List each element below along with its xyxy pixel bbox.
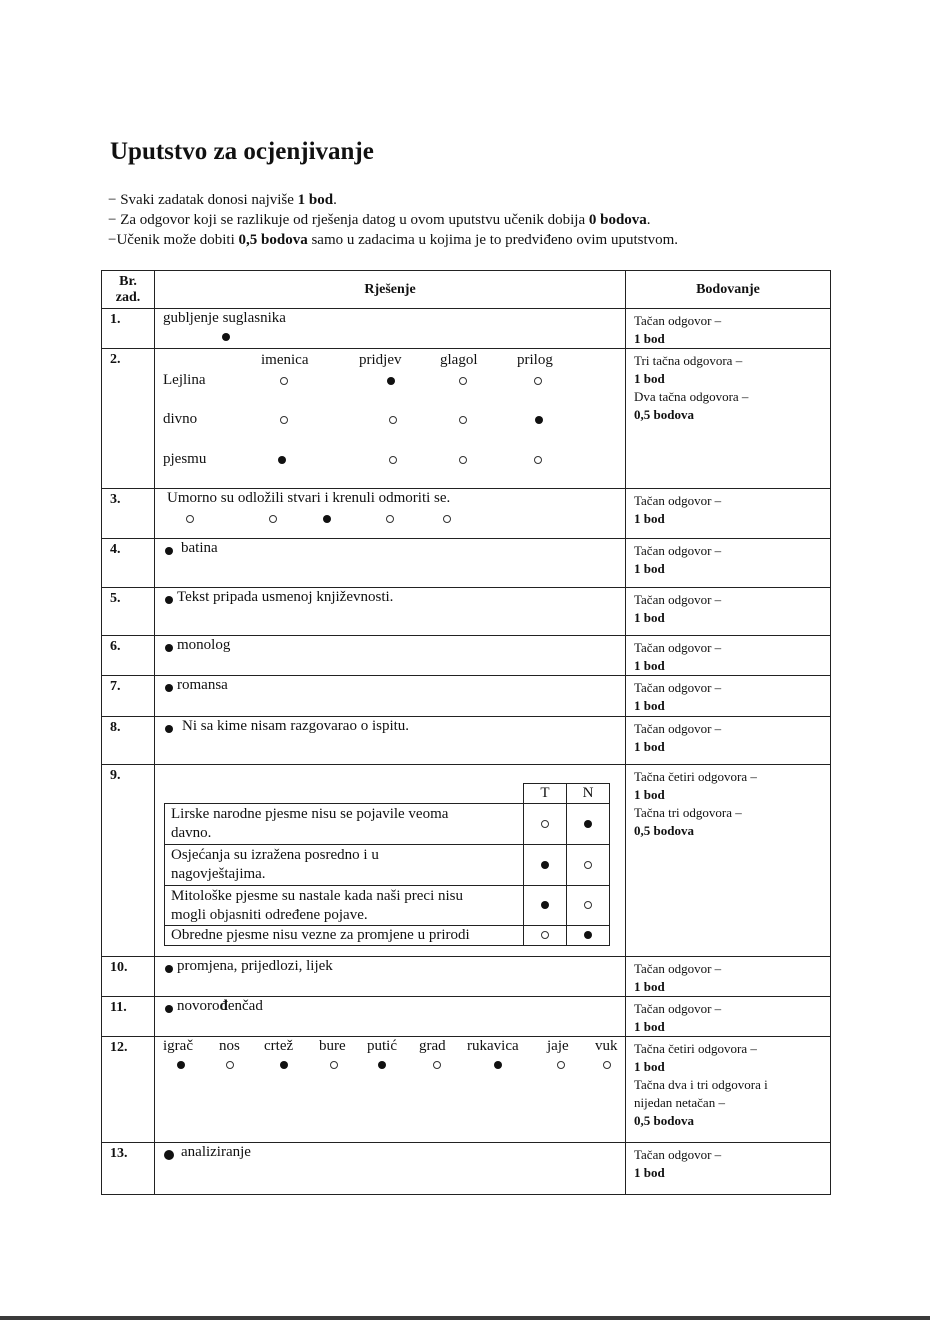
tf-row — [165, 926, 610, 946]
task-number: 8. — [102, 717, 155, 765]
empty-circle — [459, 416, 467, 424]
filled-bullet — [165, 547, 173, 555]
empty-circle — [541, 820, 549, 828]
filled-bullet — [494, 1061, 502, 1069]
instruction-3: −Učenik može dobiti 0,5 bodova samo u zadacima u kojima je to predviđeno ovim uputstvom. — [108, 232, 679, 248]
table-row — [102, 1037, 831, 1143]
empty-circle — [603, 1061, 611, 1069]
tf-header-row — [165, 784, 610, 804]
empty-circle — [584, 901, 592, 909]
tf-row — [165, 886, 610, 926]
table-row — [102, 636, 831, 676]
column-label: prilog — [517, 352, 553, 368]
solution-text: promjena, prijedlozi, lijek — [177, 958, 333, 974]
statement: Lirske narodne pjesme nisu se pojavile veoma davno. — [165, 804, 524, 845]
task-number: 11. — [102, 997, 155, 1037]
empty-circle — [386, 515, 394, 523]
task-number: 7. — [102, 676, 155, 717]
table-row — [102, 717, 831, 765]
task-number: 1. — [102, 309, 155, 349]
empty-circle — [389, 416, 397, 424]
word-label: jaje — [547, 1038, 569, 1054]
scoring-cell: Tačan odgovor – 1 bod — [626, 1143, 831, 1195]
instruction-2: − Za odgovor koji se razlikuje od rješenja datog u ovom uputstvu učenik dobija 0 bodova. — [108, 212, 651, 228]
solution-cell — [155, 489, 626, 539]
solution-text: gubljenje suglasnika — [163, 310, 286, 326]
empty-circle — [186, 515, 194, 523]
empty-circle — [534, 456, 542, 464]
empty-circle — [459, 377, 467, 385]
scoring-cell: Tačan odgovor – 1 bod — [626, 588, 831, 636]
table-row — [102, 489, 831, 539]
scoring-cell: Tačna četiri odgovora – 1 bod Tačna dva i tri odgovora i nijedan netačan – 0,5 bodova — [626, 1037, 831, 1143]
page-bottom-border — [0, 1316, 930, 1320]
solution-text: novorođenčad — [177, 998, 263, 1014]
table-row — [102, 349, 831, 489]
filled-bullet — [378, 1061, 386, 1069]
table-row — [102, 588, 831, 636]
word-label: vuk — [595, 1038, 618, 1054]
filled-bullet — [177, 1061, 185, 1069]
header-solution: Rješenje — [155, 271, 626, 309]
word-label: pjesmu — [163, 451, 207, 467]
empty-circle — [584, 861, 592, 869]
word-label: nos — [219, 1038, 240, 1054]
scoring-cell: Tačan odgovor – 1 bod — [626, 717, 831, 765]
empty-circle — [443, 515, 451, 523]
solution-cell — [155, 1143, 626, 1195]
task-number: 2. — [102, 349, 155, 489]
solution-cell — [155, 717, 626, 765]
empty-circle — [557, 1061, 565, 1069]
sentence: Umorno su odložili stvari i krenuli odmoriti se. — [167, 490, 451, 506]
filled-bullet — [165, 965, 173, 973]
table-row — [102, 1143, 831, 1195]
word-label: rukavica — [467, 1038, 519, 1054]
filled-bullet — [165, 684, 173, 692]
solution-text: Ni sa kime nisam razgovarao o ispitu. — [182, 718, 410, 734]
task-number: 10. — [102, 957, 155, 997]
filled-bullet — [387, 377, 395, 385]
filled-bullet — [165, 644, 173, 652]
header-true: T — [524, 784, 567, 804]
empty-circle — [226, 1061, 234, 1069]
empty-circle — [541, 931, 549, 939]
solution-cell — [155, 309, 626, 349]
task-number: 3. — [102, 489, 155, 539]
solution-cell — [155, 539, 626, 588]
word-label: putić — [367, 1038, 397, 1054]
solution-text: romansa — [177, 677, 228, 693]
scoring-cell: Tačan odgovor – 1 bod — [626, 997, 831, 1037]
table-row — [102, 676, 831, 717]
filled-bullet — [164, 1150, 174, 1160]
scoring-cell: Tačan odgovor – 1 bod — [626, 957, 831, 997]
solution-cell — [155, 997, 626, 1037]
table-row — [102, 539, 831, 588]
word-label: crtež — [264, 1038, 294, 1054]
task-number: 4. — [102, 539, 155, 588]
empty-circle — [389, 456, 397, 464]
word-label: grad — [419, 1038, 446, 1054]
filled-bullet — [278, 456, 286, 464]
statement: Obredne pjesme nisu vezne za promjene u prirodi — [165, 926, 524, 946]
statement: Osjećanja su izražena posredno i u nagovještajima. — [165, 845, 524, 886]
column-label: glagol — [440, 352, 478, 368]
solution-cell — [155, 349, 626, 489]
header-false: N — [567, 784, 610, 804]
scoring-cell: Tačan odgovor – 1 bod — [626, 309, 831, 349]
solution-text: analiziranje — [181, 1144, 251, 1160]
scoring-cell: Tačan odgovor – 1 bod — [626, 636, 831, 676]
column-label: imenica — [261, 352, 309, 368]
task-number: 6. — [102, 636, 155, 676]
statement: Mitološke pjesme su nastale kada naši preci nisu mogli objasniti određene pojave. — [165, 886, 524, 926]
filled-bullet — [584, 931, 592, 939]
word-label: divno — [163, 411, 198, 427]
scoring-cell: Tačan odgovor – 1 bod — [626, 489, 831, 539]
column-label: pridjev — [359, 352, 402, 368]
solution-text: batina — [181, 540, 218, 556]
scoring-cell: Tri tačna odgovora – 1 bod Dva tačna odgovora – 0,5 bodova — [626, 349, 831, 489]
scoring-cell: Tačan odgovor – 1 bod — [626, 539, 831, 588]
table-row — [102, 765, 831, 957]
filled-bullet — [584, 820, 592, 828]
task-number: 5. — [102, 588, 155, 636]
filled-bullet — [535, 416, 543, 424]
solution-text: Tekst pripada usmenoj književnosti. — [177, 589, 394, 605]
true-false-table — [164, 783, 610, 946]
word-label: Lejlina — [163, 372, 206, 388]
solution-cell — [155, 588, 626, 636]
table-row — [102, 957, 831, 997]
header-number: Br. zad. — [102, 271, 155, 309]
solution-cell — [155, 765, 626, 957]
header-scoring: Bodovanje — [626, 271, 831, 309]
filled-bullet — [323, 515, 331, 523]
filled-bullet — [165, 1005, 173, 1013]
scoring-cell: Tačna četiri odgovora – 1 bod Tačna tri odgovora – 0,5 bodova — [626, 765, 831, 957]
word-label: bure — [319, 1038, 346, 1054]
empty-circle — [269, 515, 277, 523]
empty-circle — [280, 416, 288, 424]
empty-circle — [330, 1061, 338, 1069]
task-number: 13. — [102, 1143, 155, 1195]
table-row — [102, 309, 831, 349]
filled-bullet — [280, 1061, 288, 1069]
filled-bullet — [541, 901, 549, 909]
tf-row — [165, 804, 610, 845]
solution-cell — [155, 1037, 626, 1143]
filled-bullet — [222, 333, 230, 341]
task-number: 9. — [102, 765, 155, 957]
tf-row — [165, 845, 610, 886]
empty-circle — [433, 1061, 441, 1069]
empty-circle — [280, 377, 288, 385]
task-number: 12. — [102, 1037, 155, 1143]
solution-cell — [155, 676, 626, 717]
word-label: igrač — [163, 1038, 193, 1054]
solution-text: monolog — [177, 637, 231, 653]
empty-circle — [459, 456, 467, 464]
table-row — [102, 997, 831, 1037]
grading-table — [101, 270, 831, 1195]
filled-bullet — [541, 861, 549, 869]
page-title: Uputstvo za ocjenjivanje — [110, 138, 374, 165]
scoring-cell: Tačan odgovor – 1 bod — [626, 676, 831, 717]
filled-bullet — [165, 596, 173, 604]
instructions — [108, 190, 678, 250]
table-header-row — [102, 271, 831, 309]
filled-bullet — [165, 725, 173, 733]
empty-circle — [534, 377, 542, 385]
solution-cell — [155, 636, 626, 676]
instruction-1: − Svaki zadatak donosi najviše 1 bod. — [108, 192, 337, 208]
solution-cell — [155, 957, 626, 997]
